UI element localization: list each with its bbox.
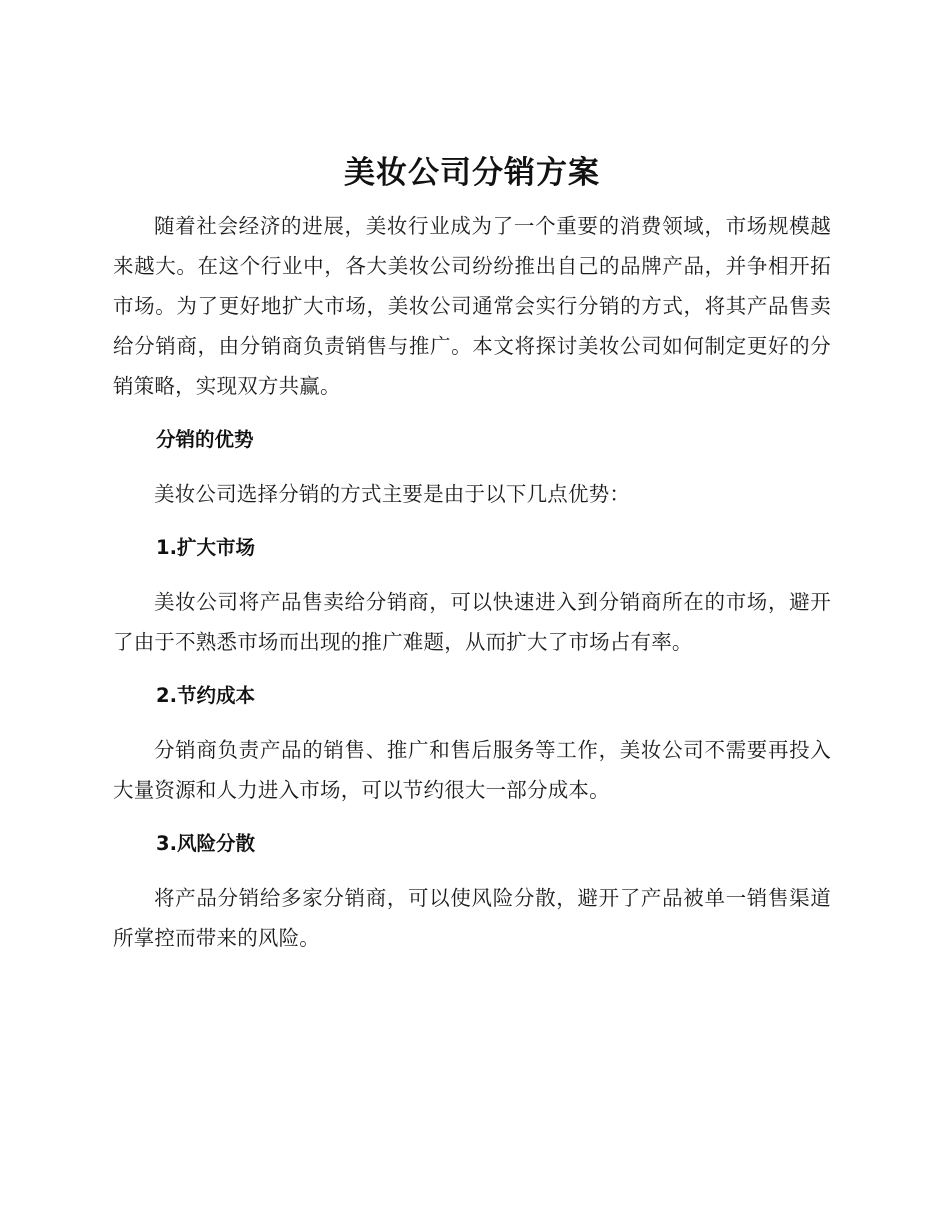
point-heading-1: 1.扩大市场 [156, 536, 255, 559]
spacer [113, 568, 831, 582]
point-paragraph-3: 将产品分销给多家分销商，可以使风险分散，避开了产品被单一销售渠道所掌控而带来的风险。 [113, 886, 831, 950]
spacer [113, 810, 831, 824]
spacer [113, 662, 831, 676]
document-title: 美妆公司分销方案 [344, 155, 600, 191]
spacer [113, 514, 831, 528]
section-heading-advantages: 分销的优势 [156, 428, 254, 451]
spacer [113, 716, 831, 730]
spacer [113, 864, 831, 878]
point-heading-3: 3.风险分散 [156, 832, 255, 855]
point-heading-2: 2.节约成本 [156, 684, 255, 707]
intro-paragraph: 随着社会经济的进展，美妆行业成为了一个重要的消费领域，市场规模越来越大。在这个行业中，各大美妆公司纷纷推出自己的品牌产品，并争相开拓市场。为了更好地扩大市场，美妆公司通常会实行分销的方式，将其产品售卖给分销商，由分销商负责销售与推广。本文将探讨美妆公司如何制定更好的分销策略，实现双方共赢。 [113, 214, 831, 398]
document-page [113, 150, 831, 958]
spacer [113, 406, 831, 420]
point-paragraph-1: 美妆公司将产品售卖给分销商，可以快速进入到分销商所在的市场，避开了由于不熟悉市场而出现的推广难题，从而扩大了市场占有率。 [113, 590, 831, 654]
spacer [113, 460, 831, 474]
section-lead-paragraph: 美妆公司选择分销的方式主要是由于以下几点优势： [154, 482, 631, 506]
point-paragraph-2: 分销商负责产品的销售、推广和售后服务等工作，美妆公司不需要再投入大量资源和人力进入市场，可以节约很大一部分成本。 [113, 738, 831, 802]
